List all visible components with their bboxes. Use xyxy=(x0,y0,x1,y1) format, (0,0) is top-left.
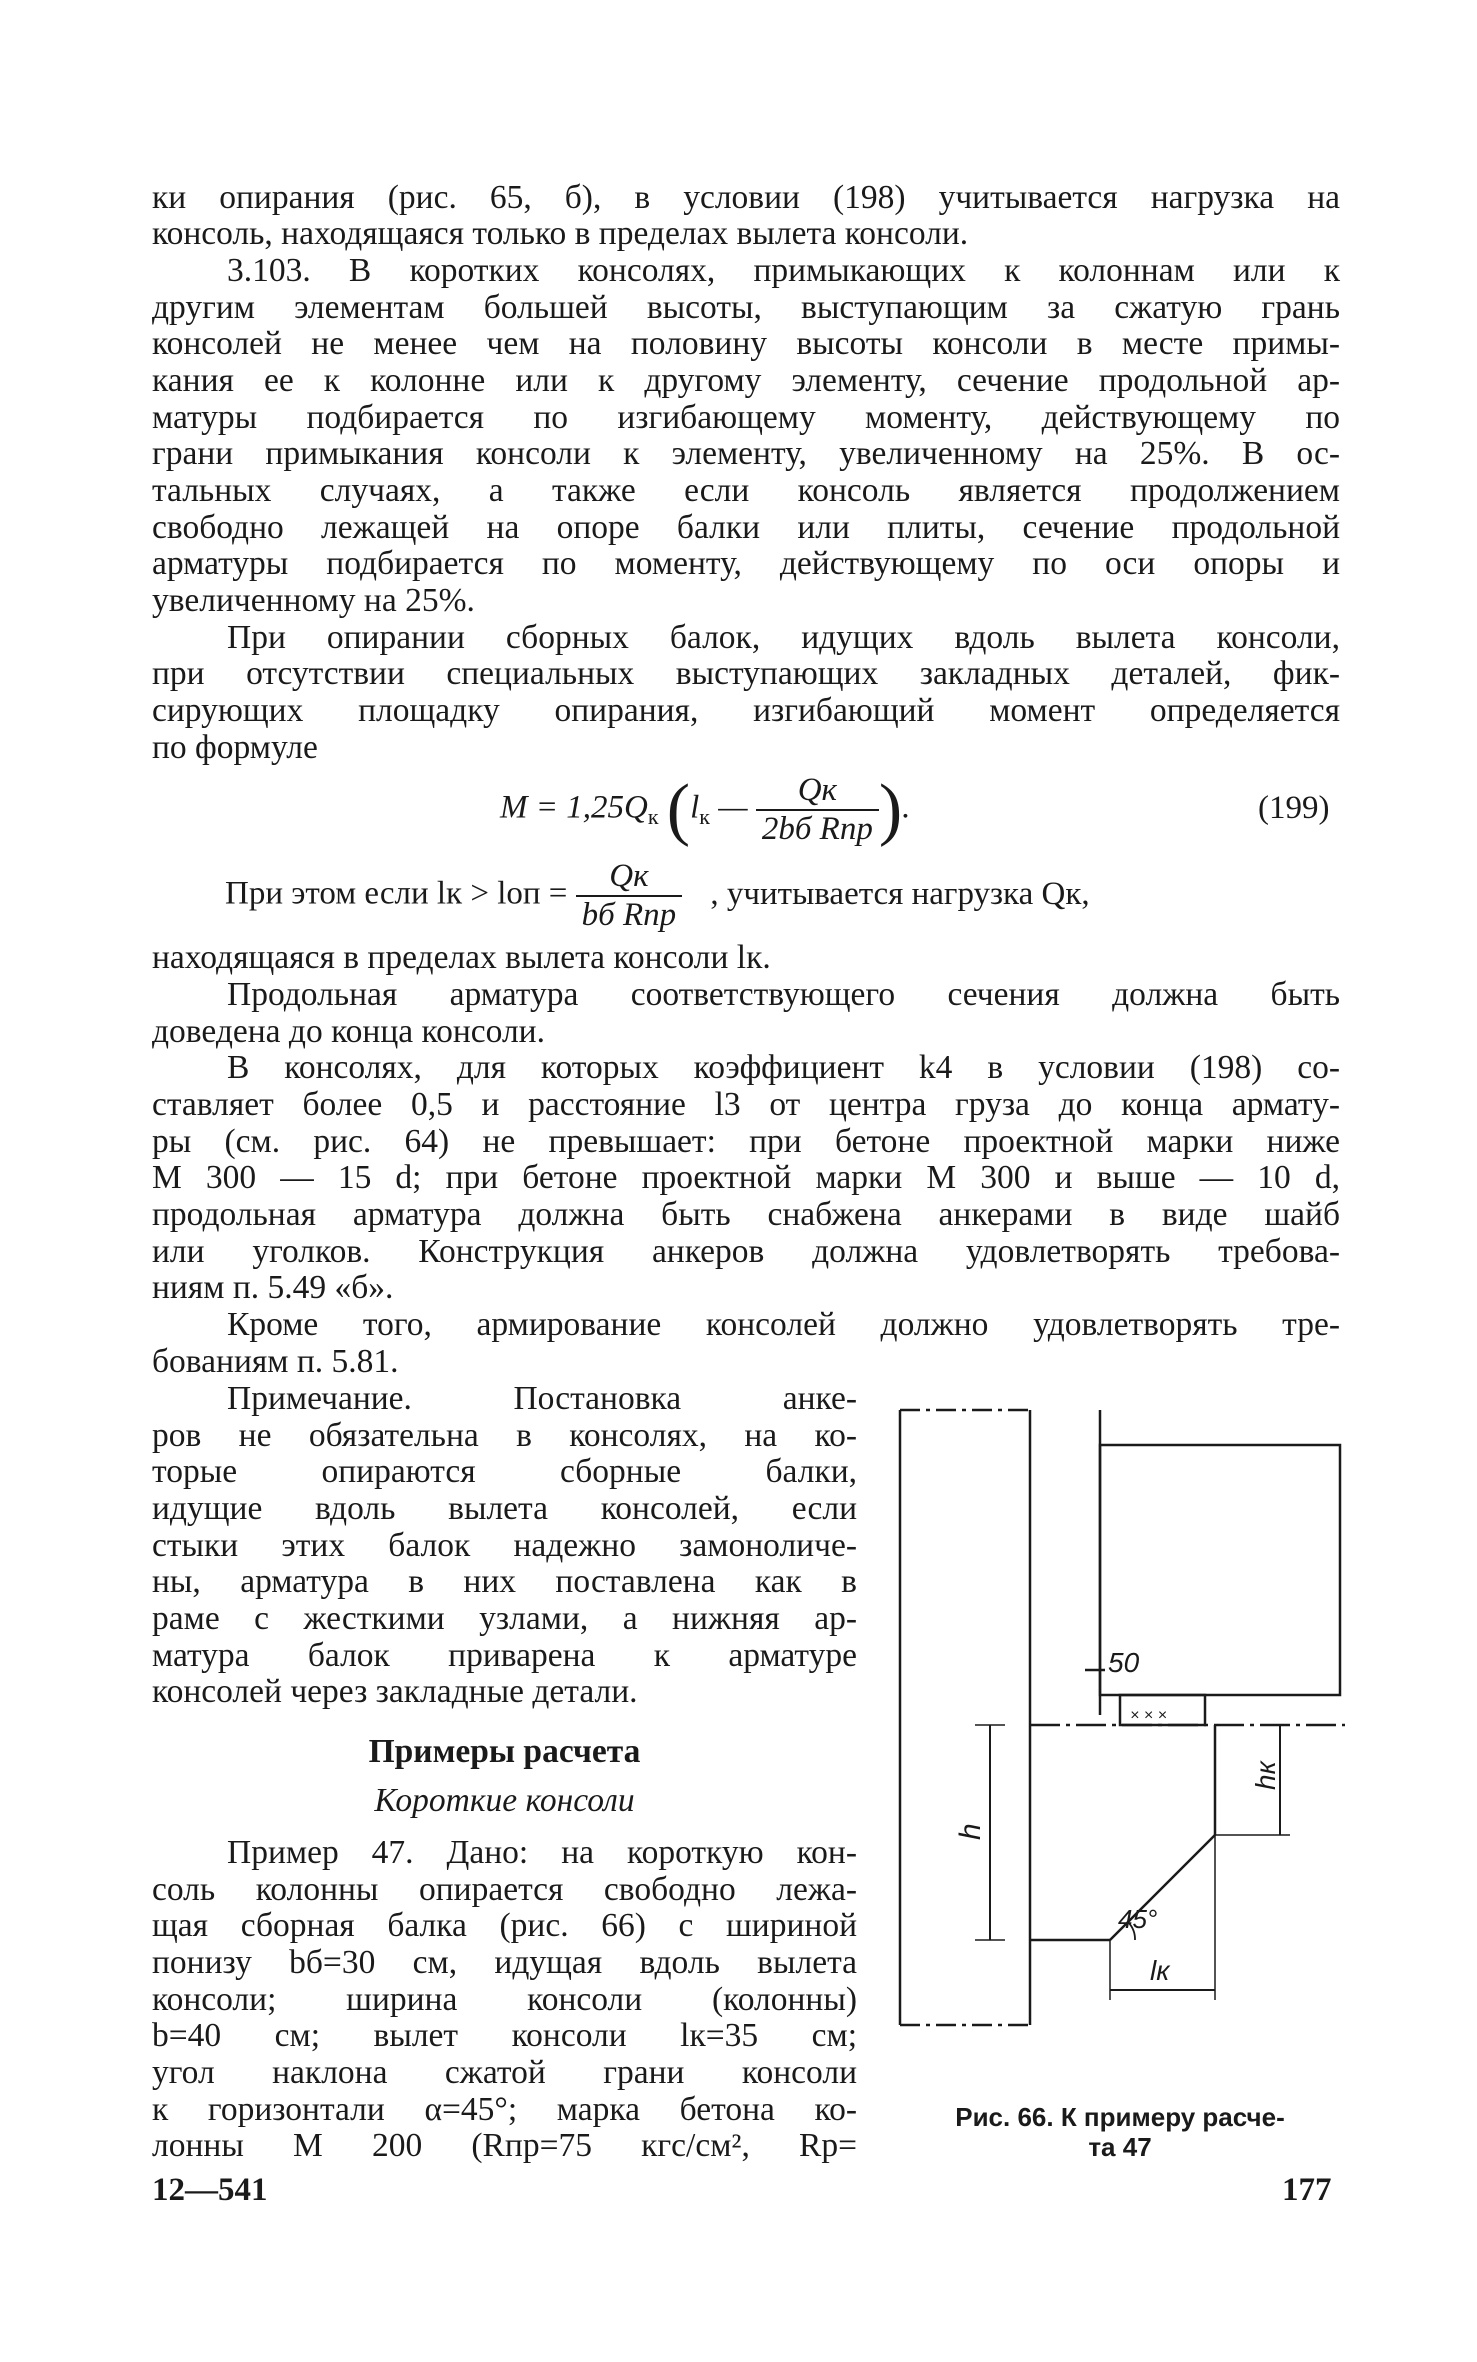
formula-number: (199) xyxy=(1258,790,1330,826)
example-line: консоли; ширина консоли (колонны) xyxy=(152,1981,857,2018)
formula-denominator: 2bб Rпр xyxy=(761,811,873,847)
page-number: 177 xyxy=(1282,2172,1332,2208)
body-line: грани примыкания консоли к элементу, увеличенному на 25%. В ос- xyxy=(152,435,1340,472)
body-line: консолей не менее чем на половину высоты консоли в месте примы- xyxy=(152,325,1340,362)
angle-label: 45° xyxy=(1118,1904,1158,1934)
formula-fraction xyxy=(756,772,879,848)
body-line: ниям п. 5.49 «б». xyxy=(152,1269,394,1306)
formula-paren-right: ) xyxy=(878,771,903,848)
note-line: стыки этих балок надежно замоноличе- xyxy=(152,1527,857,1564)
formula-lhs: M = 1,25Q xyxy=(500,789,648,826)
dim-h-label: h xyxy=(954,1823,987,1840)
body-line: При опирании сборных балок, идущих вдоль вылета консоли, xyxy=(227,619,1340,656)
example-line: b=40 см; вылет консоли lк=35 см; xyxy=(152,2017,857,2054)
body-line: арматуры подбирается по моменту, действующему по оси опоры и xyxy=(152,545,1340,582)
body-line: сирующих площадку опирания, изгибающий момент определяется xyxy=(152,692,1340,729)
note-line: торые опираются сборные балки, xyxy=(152,1453,857,1490)
body-line: или уголков. Конструкция анкеров должна удовлетворять требова- xyxy=(152,1233,1340,1270)
dim50-label: 50 xyxy=(1108,1647,1140,1678)
note-line: ров не обязательна в консолях, на ко- xyxy=(152,1417,857,1454)
body-line: по формуле xyxy=(152,729,318,766)
example-line: угол наклона сжатой грани консоли xyxy=(152,2054,857,2091)
footer-signature: 12—541 xyxy=(152,2172,268,2208)
body-line: Продольная арматура соответствующего сечения должна быть xyxy=(227,976,1340,1013)
body-line: консоль, находящаяся только в пределах вылета консоли. xyxy=(152,215,969,252)
section-3-103-start: 3.103. В коротких консолях, примыкающих к колоннам или к xyxy=(227,252,1340,289)
body-line: бованиям п. 5.81. xyxy=(152,1343,399,1380)
body-line: ставляет более 0,5 и расстояние l3 от центра груза до конца армату- xyxy=(152,1086,1340,1123)
plate-marks: × × × xyxy=(1130,1707,1167,1724)
example-line: понизу bб=30 см, идущая вдоль вылета xyxy=(152,1944,857,1981)
body-line: свободно лежащей на опоре балки или плиты, сечение продольной xyxy=(152,509,1340,546)
body-line: Кроме того, армирование консолей должно удовлетворять тре- xyxy=(227,1306,1340,1343)
body-line: ры (см. рис. 64) не превышает: при бетоне проектной марки ниже xyxy=(152,1123,1340,1160)
example-line: Пример 47. Дано: на короткую кон- xyxy=(227,1834,857,1871)
note-line: ны, арматура в них поставлена как в xyxy=(152,1563,857,1600)
heading-short-consoles: Короткие консоли xyxy=(374,1782,635,1819)
formula-sub-k2: к xyxy=(699,803,710,829)
heading-examples: Примеры расчета xyxy=(368,1733,641,1770)
body-line: доведена до конца консоли. xyxy=(152,1013,545,1050)
formula-lk: l xyxy=(690,789,700,826)
condition-prefix: При этом если lк > lоп = xyxy=(225,875,568,912)
example-line: лонны М 200 (Rпр=75 кгс/см², Rр= xyxy=(152,2127,857,2164)
condition-denominator: bб Rпр xyxy=(581,897,677,933)
body-line: при отсутствии специальных выступающих закладных деталей, фик- xyxy=(152,655,1340,692)
note-line: матура балок приварена к арматуре xyxy=(152,1637,857,1674)
example-line: к горизонтали α=45°; марка бетона ко- xyxy=(152,2091,857,2128)
condition-fraction xyxy=(576,858,683,934)
body-line: В консолях, для которых коэффициент k4 в условии (198) со- xyxy=(227,1049,1340,1086)
body-line: продольная арматура должна быть снабжена анкерами в виде шайб xyxy=(152,1196,1340,1233)
formula-199: M = 1,25Qк (lк — $\frac{Qк}{\text{2bб Rпр}}$ ). xyxy=(500,771,911,848)
formula-numerator: Qк xyxy=(756,772,879,811)
body-line: кания ее к колонне или к другому элементу, сечение продольной ар- xyxy=(152,362,1340,399)
note-line: консолей через закладные детали. xyxy=(152,1673,638,1710)
note-line: Примечание. Постановка анке- xyxy=(227,1380,857,1417)
figure-66-console-drawing xyxy=(880,1380,1360,2100)
body-line: тальных случаях, а также если консоль является продолжением xyxy=(152,472,1340,509)
note-line: идущие вдоль вылета консолей, если xyxy=(152,1490,857,1527)
body-line: матуры подбирается по изгибающему моменту, действующему по xyxy=(152,399,1340,436)
body-line: другим элементам большей высоты, выступающим за сжатую грань xyxy=(152,289,1340,326)
condition-suffix: , учитывается нагрузка Qк, xyxy=(710,875,1090,912)
condition-line xyxy=(225,858,1340,934)
formula-sub-k: к xyxy=(647,803,659,829)
example-line: щая сборная балка (рис. 66) с шириной xyxy=(152,1907,857,1944)
example-line: соль колонны опирается свободно лежа- xyxy=(152,1871,857,1908)
dim-hk-label: hк xyxy=(1250,1761,1281,1790)
body-line: М 300 — 15 d; при бетоне проектной марки М 300 и выше — 10 d, xyxy=(152,1159,1340,1196)
condition-numerator: Qк xyxy=(576,858,683,897)
dim-lk-label: lк xyxy=(1150,1955,1170,1986)
body-line: находящаяся в пределах вылета консоли lк. xyxy=(152,939,771,976)
figure-caption-line1: Рис. 66. К примеру расче- xyxy=(955,2102,1285,2132)
figure-caption-line2: та 47 xyxy=(1088,2132,1152,2162)
note-line: раме с жесткими узлами, а нижняя ар- xyxy=(152,1600,857,1637)
body-line: ки опирания (рис. 65, б), в условии (198) учитывается нагрузка на xyxy=(152,179,1340,216)
formula-paren-left: ( xyxy=(666,771,691,848)
body-line: увеличенному на 25%. xyxy=(152,582,475,619)
